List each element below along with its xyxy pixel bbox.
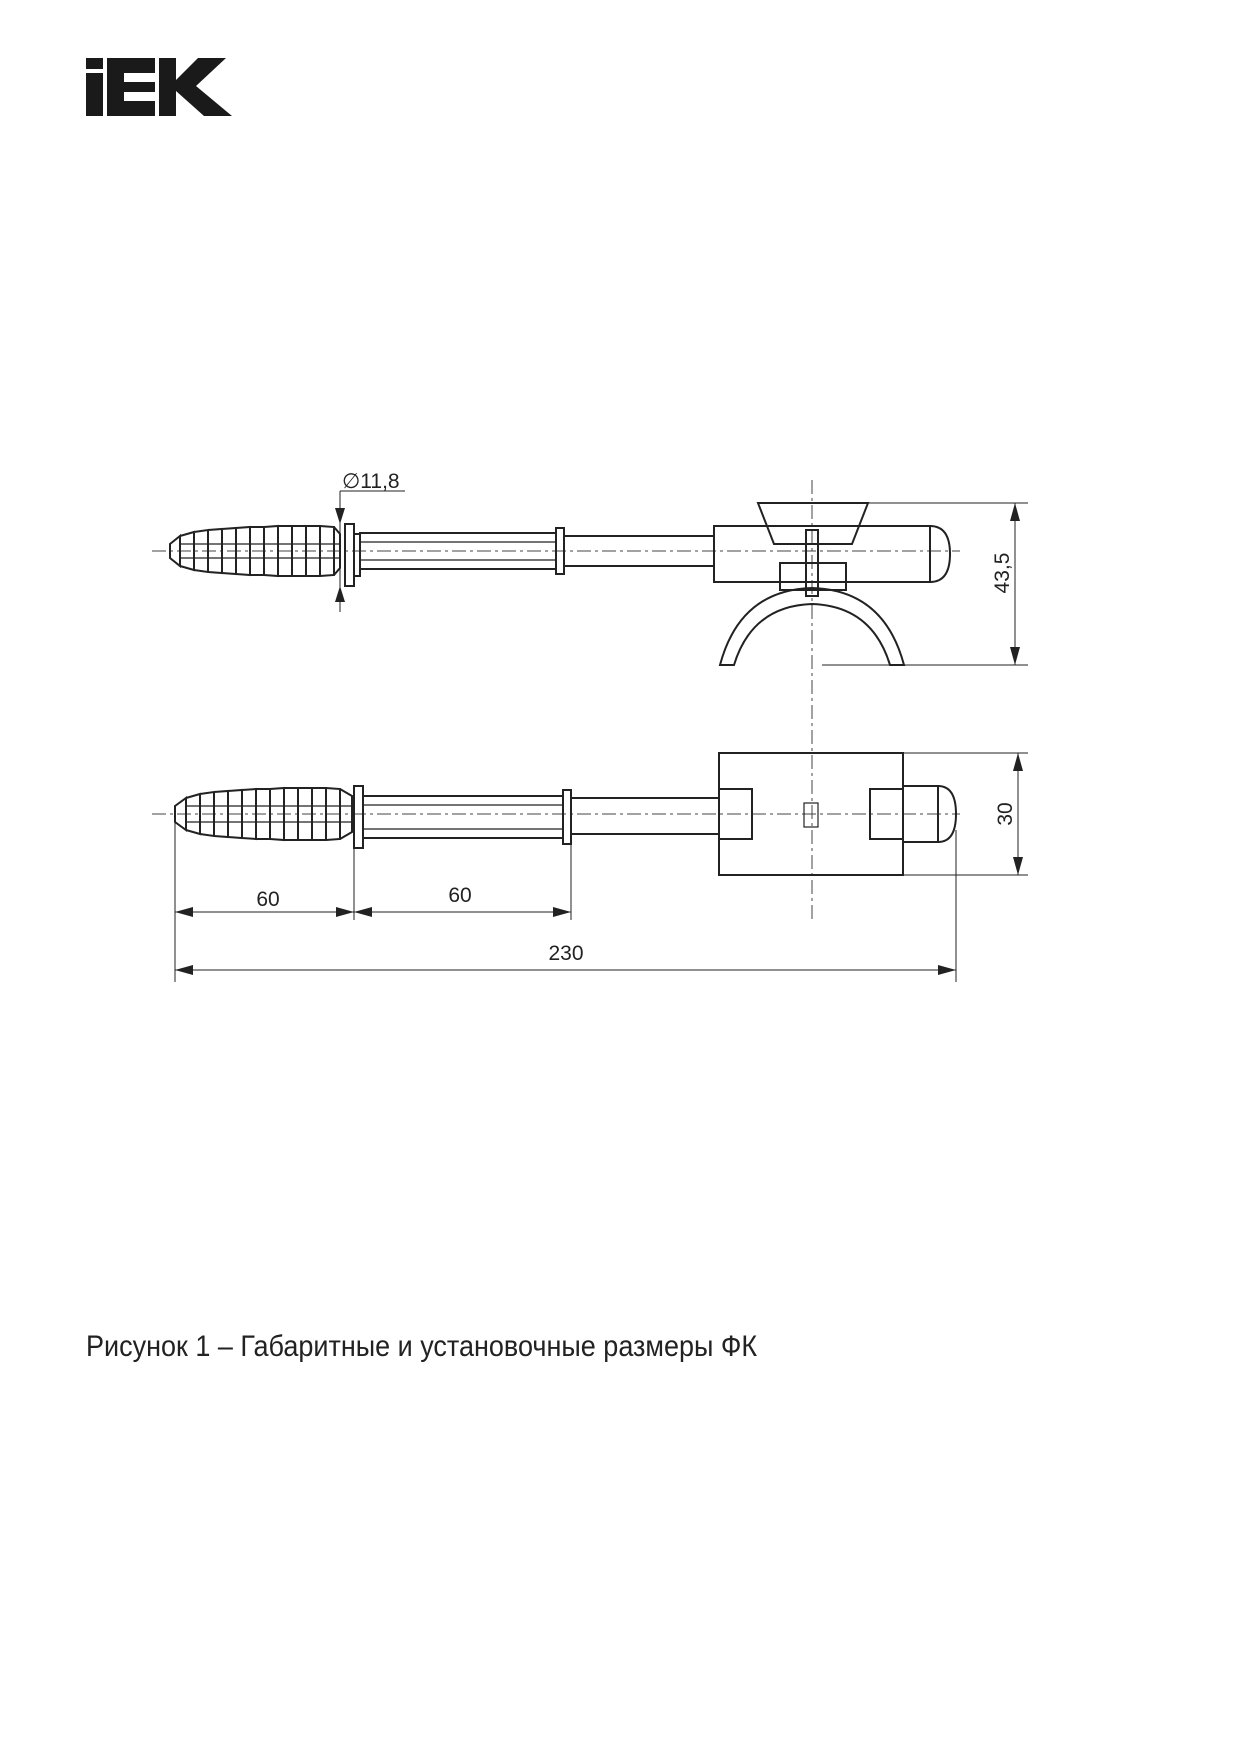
top-view [152,753,1028,982]
dim-height-43-5: 43,5 [991,552,1014,594]
figure-caption: Рисунок 1 – Габаритные и установочные размеры ФК [86,1330,758,1363]
side-view [152,470,1028,920]
dim-tube-60: 60 [448,884,472,907]
dim-thread-60: 60 [256,888,280,911]
dim-diameter: ∅11,8 [342,470,400,493]
dim-total-230: 230 [548,942,584,965]
dim-width-30: 30 [994,802,1017,826]
